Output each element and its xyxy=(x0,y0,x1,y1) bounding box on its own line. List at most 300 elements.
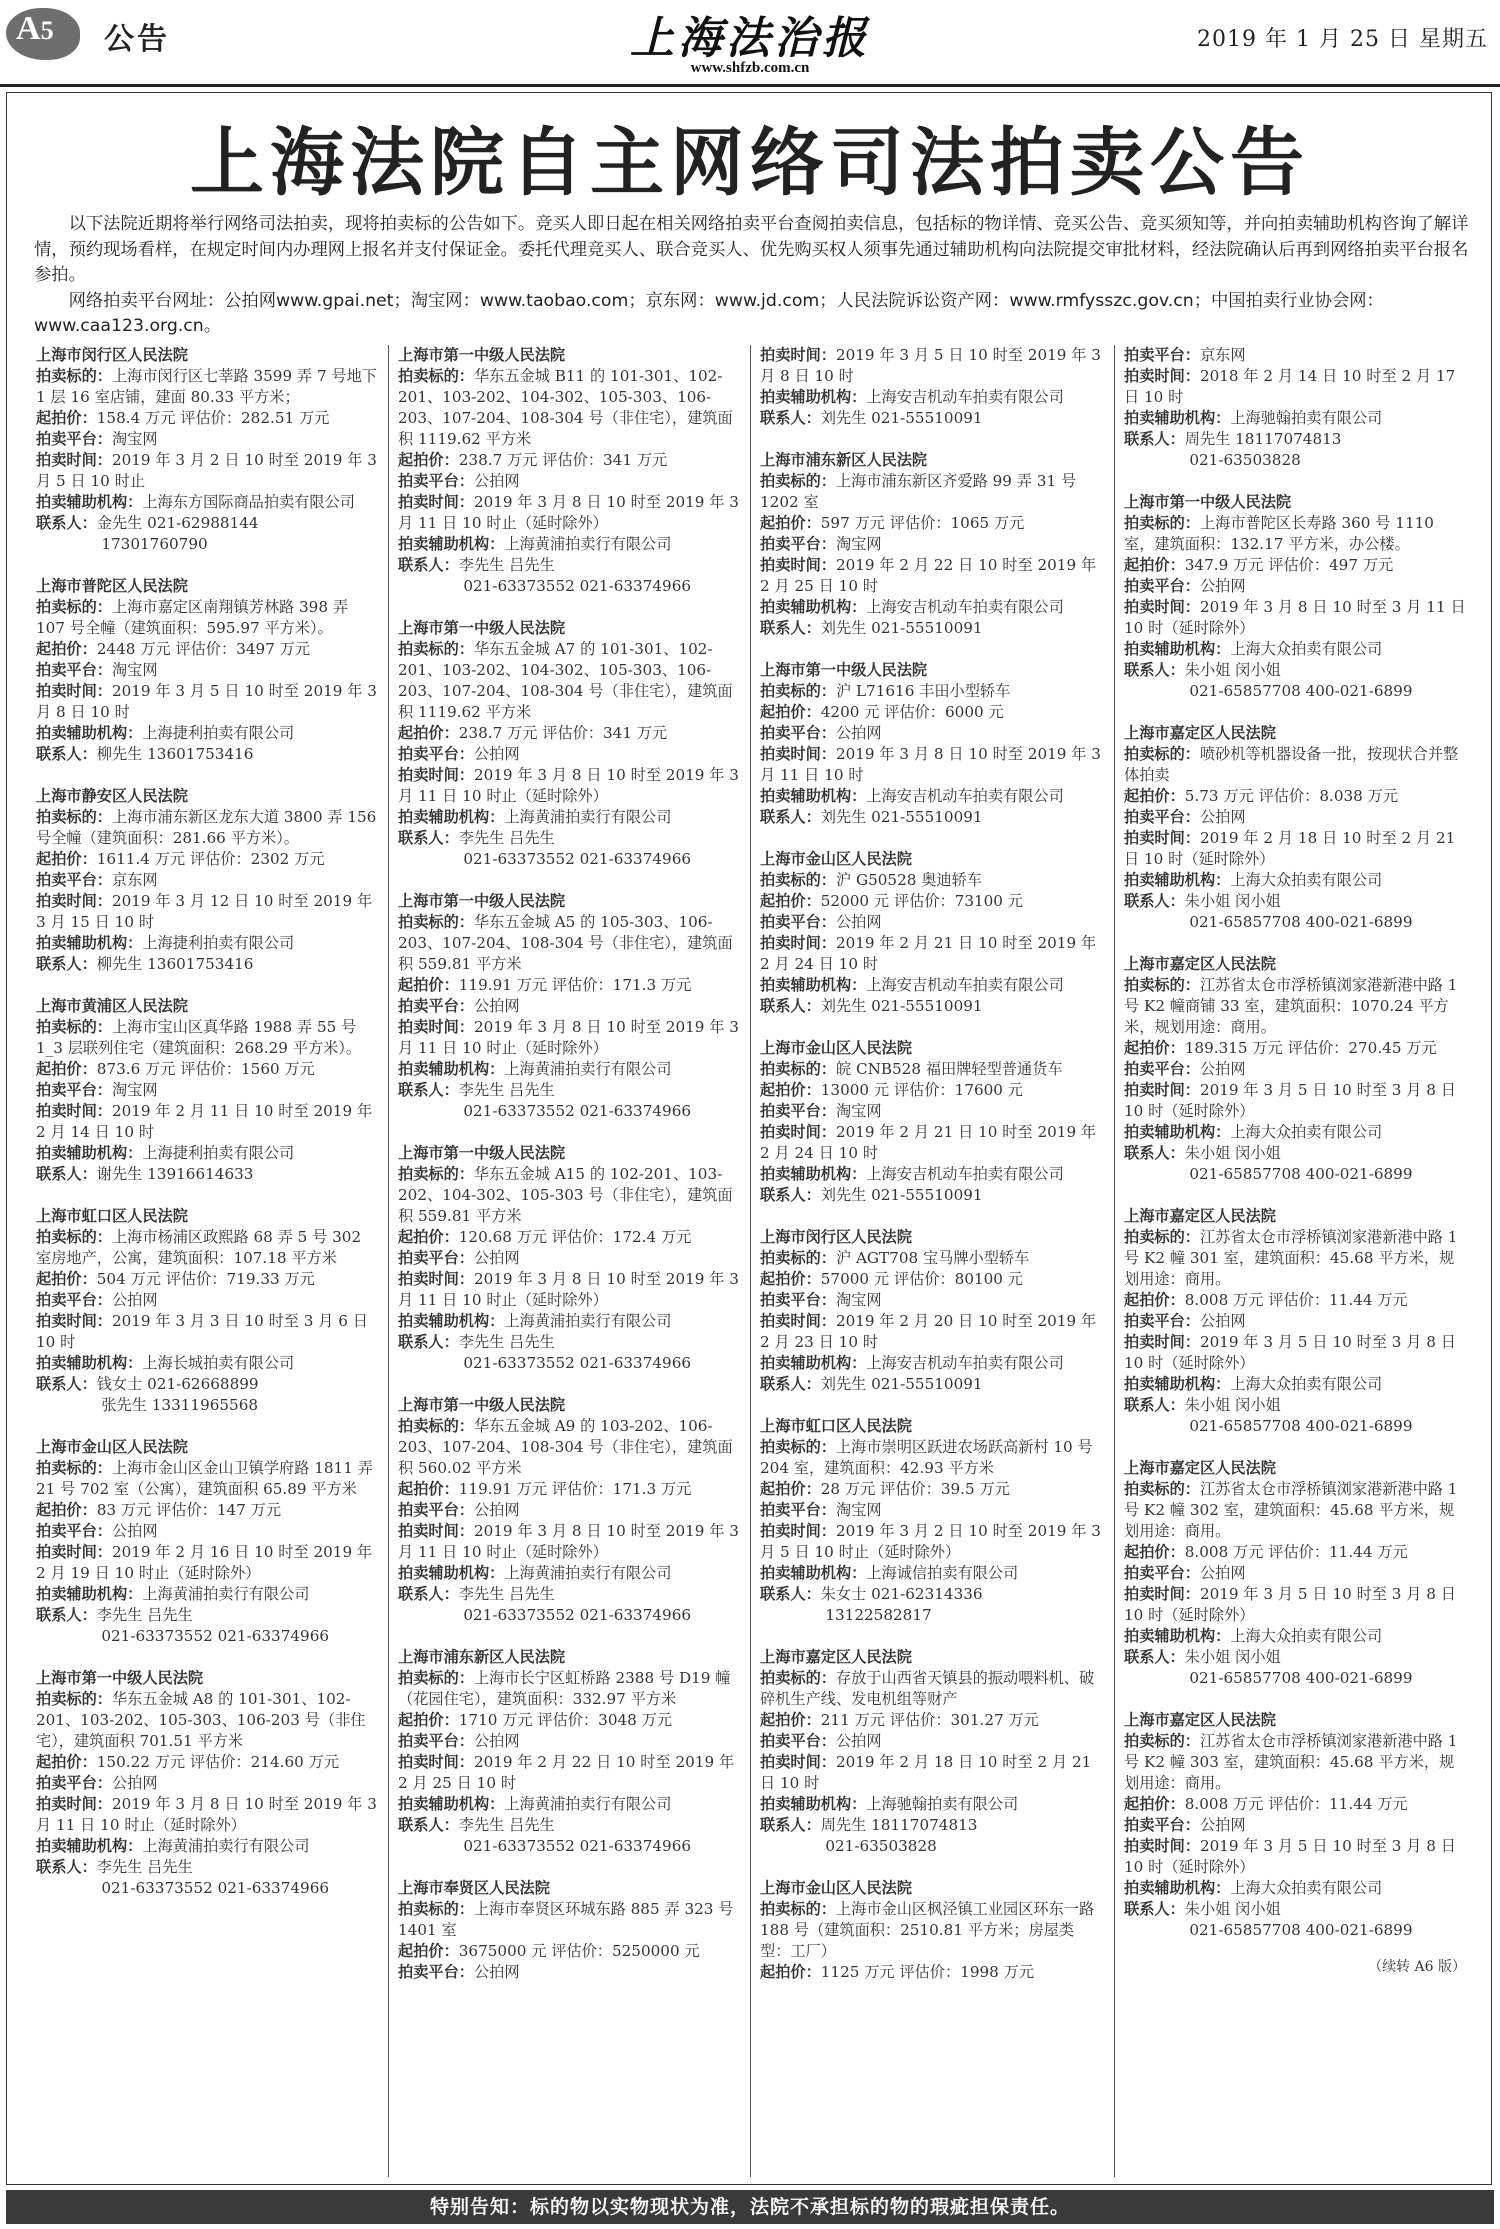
court-name: 上海市嘉定区人民法院 xyxy=(1124,955,1276,973)
field-label: 拍卖辅助机构： xyxy=(36,1354,143,1372)
field-value: 119.91 万元 评估价：171.3 万元 xyxy=(458,976,692,994)
field-label: 拍卖标的： xyxy=(1124,745,1200,763)
field-label: 起拍价： xyxy=(760,1963,821,1981)
field-label: 拍卖辅助机构： xyxy=(1124,1123,1231,1141)
notice-field xyxy=(1124,1794,1466,1815)
intro-paragraph: 以下法院近期将举行网络司法拍卖，现将拍卖标的公告如下。竞买人即日起在相关网络拍卖平台查阅拍卖信息，包括标的物详情、竞买公告、竞买须知等，并向拍卖辅助机构咨询了解详情，预约现场看样，在规定时间内办理网上报名并支付保证金。委托代理竞买人、联合竞买人、优先购买权人须事先通过辅助机构向法院提交审批材料，经法院确认后再到网络拍卖平台报名参拍。 xyxy=(34,214,1469,285)
field-label: 拍卖辅助机构： xyxy=(760,1165,867,1183)
field-value: 公拍网 xyxy=(1199,1060,1246,1078)
field-value: 021-65857708 400-021-6899 xyxy=(1189,1921,1413,1939)
field-value: 江苏省太仓市浮桥镇浏家港新港中路 1 号 K2 幢 301 室，建筑面积：45.68 平方米，规划用途：商用。 xyxy=(1124,1228,1458,1288)
court-name: 上海市第一中级人民法院 xyxy=(398,346,566,364)
notice-field xyxy=(1124,891,1466,912)
notice-field xyxy=(398,1248,740,1269)
field-label: 拍卖辅助机构： xyxy=(398,1312,505,1330)
field-label: 拍卖平台： xyxy=(36,661,112,679)
notice-field xyxy=(36,849,378,870)
field-value: 沪 L71616 丰田小型轿车 xyxy=(835,682,1011,700)
field-value: 上海安吉机动车拍卖有限公司 xyxy=(866,598,1064,616)
field-label: 联系人： xyxy=(36,1375,97,1393)
notice-field xyxy=(1124,1542,1466,1563)
notice-field xyxy=(398,555,740,576)
field-label: 拍卖平台： xyxy=(398,745,474,763)
field-label: 拍卖辅助机构： xyxy=(760,976,867,994)
notice-field xyxy=(398,828,740,849)
column-divider xyxy=(750,345,751,2177)
field-label: 拍卖平台： xyxy=(36,1522,112,1540)
field-value: 873.6 万元 评估价：1560 万元 xyxy=(96,1060,315,1078)
field-value: 238.7 万元 评估价：341 万元 xyxy=(458,451,668,469)
field-value: 2019 年 2 月 18 日 10 时至 2 月 21 日 10 时（延时除外） xyxy=(1124,829,1456,868)
field-value: 上海市金山区金山卫镇学府路 1811 弄 21 号 702 室（公寓），建筑面积 65.89 平方米 xyxy=(36,1459,373,1498)
field-value: 120.68 万元 评估价：172.4 万元 xyxy=(458,1228,692,1246)
notice-field xyxy=(36,744,378,765)
field-value: 公拍网 xyxy=(473,1501,520,1519)
field-label: 拍卖平台： xyxy=(398,1249,474,1267)
field-label: 起拍价： xyxy=(760,1480,821,1498)
field-value: 2019 年 3 月 5 日 10 时至 3 月 8 日 10 时（延时除外） xyxy=(1124,1333,1456,1372)
field-label: 联系人： xyxy=(760,808,821,826)
notice-field xyxy=(1124,1395,1466,1416)
notice-field xyxy=(36,1626,378,1647)
field-value: 上海安吉机动车拍卖有限公司 xyxy=(866,787,1064,805)
notice-field xyxy=(398,1899,740,1941)
auction-notice xyxy=(1124,954,1466,1185)
field-value: 沪 G50528 奥迪轿车 xyxy=(835,871,982,889)
field-value: 13122582817 xyxy=(825,1606,932,1624)
field-label: 起拍价： xyxy=(36,850,97,868)
field-label: 拍卖辅助机构： xyxy=(760,1795,867,1813)
field-label: 拍卖平台： xyxy=(760,1732,836,1750)
notice-field xyxy=(398,996,740,1017)
notice-field xyxy=(36,1311,378,1353)
notice-field xyxy=(398,471,740,492)
field-value: 上海安吉机动车拍卖有限公司 xyxy=(866,976,1064,994)
field-label: 联系人： xyxy=(398,1333,459,1351)
court-name: 上海市虹口区人民法院 xyxy=(760,1417,912,1435)
notice-field xyxy=(36,870,378,891)
field-label: 起拍价： xyxy=(36,409,97,427)
notice-field xyxy=(36,1542,378,1584)
field-value: 李先生 吕先生 xyxy=(458,1816,555,1834)
field-value: 119.91 万元 评估价：171.3 万元 xyxy=(458,1480,692,1498)
notice-field xyxy=(1124,975,1466,1038)
field-value: 2019 年 3 月 5 日 10 时至 3 月 8 日 10 时（延时除外） xyxy=(1124,1837,1456,1876)
field-label: 拍卖标的： xyxy=(36,808,112,826)
page-number xyxy=(16,10,54,48)
header-rule xyxy=(0,84,1500,87)
field-label: 拍卖平台： xyxy=(398,1963,474,1981)
field-value: 上海捷利拍卖有限公司 xyxy=(142,724,295,742)
field-value: 淘宝网 xyxy=(111,1081,158,1099)
notice-field xyxy=(398,1668,740,1710)
field-label: 起拍价： xyxy=(760,514,821,532)
issue-date: 2019 年 1 月 25 日 星期五 xyxy=(1197,27,1488,52)
notice-field xyxy=(1124,681,1466,702)
field-value: 周先生 18117074813 xyxy=(820,1816,978,1834)
field-value: 上海驰翰拍卖有限公司 xyxy=(1230,409,1383,427)
masthead-logo: 上海法治报 xyxy=(630,13,870,64)
field-label: 起拍价： xyxy=(36,1060,97,1078)
auction-notice xyxy=(760,450,1102,639)
field-value: 021-65857708 400-021-6899 xyxy=(1189,1669,1413,1687)
notice-field xyxy=(1124,366,1466,408)
field-label: 拍卖时间： xyxy=(760,556,836,574)
field-value: 公拍网 xyxy=(473,1249,520,1267)
field-value: 上海市普陀区长寿路 360 号 1110 室，建筑面积：132.17 平方米，办公楼。 xyxy=(1124,514,1434,553)
notice-field xyxy=(36,1794,378,1836)
field-value: 公拍网 xyxy=(1199,808,1246,826)
field-value: 淘宝网 xyxy=(835,1501,882,1519)
notice-field xyxy=(1124,786,1466,807)
field-label: 拍卖平台： xyxy=(760,1102,836,1120)
auction-notice xyxy=(36,786,378,975)
field-label: 拍卖平台： xyxy=(36,1774,112,1792)
field-label: 联系人： xyxy=(1124,1396,1185,1414)
field-label: 拍卖辅助机构： xyxy=(36,493,143,511)
notice-field xyxy=(760,870,1102,891)
notice-field xyxy=(398,1710,740,1731)
field-label: 起拍价： xyxy=(1124,1291,1185,1309)
notice-field xyxy=(1124,1836,1466,1878)
field-value: 2019 年 3 月 5 日 10 时至 2019 年 3 月 8 日 10 时 xyxy=(36,682,377,721)
field-value: 2019 年 3 月 8 日 10 时至 2019 年 3 月 11 日 10 时 xyxy=(760,745,1101,784)
notice-field xyxy=(36,1584,378,1605)
field-label: 拍卖辅助机构： xyxy=(1124,409,1231,427)
field-value: 上海市奉贤区环城东路 885 弄 323 号 1401 室 xyxy=(398,1900,734,1939)
notice-field xyxy=(36,1101,378,1143)
field-label: 拍卖辅助机构： xyxy=(398,535,505,553)
field-value: 上海市浦东新区龙东大道 3800 弄 156 号全幢（建筑面积：281.66 平方米）。 xyxy=(36,808,377,847)
field-label: 拍卖标的： xyxy=(398,367,474,385)
field-value: 2019 年 2 月 22 日 10 时至 2019 年 2 月 25 日 10 时 xyxy=(398,1753,735,1792)
field-value: 上海黄浦拍卖行有限公司 xyxy=(504,535,672,553)
field-label: 联系人： xyxy=(760,1186,821,1204)
field-value: 李先生 吕先生 xyxy=(458,829,555,847)
notice-field xyxy=(760,786,1102,807)
field-label: 联系人： xyxy=(1124,892,1185,910)
field-label: 拍卖标的： xyxy=(760,1438,836,1456)
column-2 xyxy=(398,345,740,2177)
field-label: 拍卖标的： xyxy=(36,367,112,385)
auction-notice xyxy=(1124,1458,1466,1689)
notice-field xyxy=(398,1731,740,1752)
field-label: 拍卖标的： xyxy=(398,1900,474,1918)
notice-field xyxy=(1124,639,1466,660)
notice-field xyxy=(1124,1815,1466,1836)
field-value: 上海黄浦拍卖行有限公司 xyxy=(504,1564,672,1582)
field-value: 金先生 021-62988144 xyxy=(96,514,259,532)
field-value: 刘先生 021-55510091 xyxy=(820,1375,983,1393)
field-label: 拍卖标的： xyxy=(760,472,836,490)
notice-field xyxy=(398,1101,740,1122)
field-label: 拍卖辅助机构： xyxy=(1124,871,1231,889)
field-label: 拍卖时间： xyxy=(398,1753,474,1771)
field-value: 刘先生 021-55510091 xyxy=(820,1186,983,1204)
field-value: 上海市金山区枫泾镇工业园区环东一路 188 号（建筑面积：2510.81 平方米；房屋类型：工厂） xyxy=(760,1900,1095,1960)
field-label: 联系人： xyxy=(1124,661,1185,679)
section-name: 公告 xyxy=(104,22,170,57)
field-value: 上海市崇明区跃进农场跃高新村 10 号 204 室，建筑面积：42.93 平方米 xyxy=(760,1438,1093,1477)
notice-field xyxy=(760,807,1102,828)
field-value: 京东网 xyxy=(1199,346,1246,364)
notice-field xyxy=(36,954,378,975)
field-label: 拍卖时间： xyxy=(760,1312,836,1330)
field-label: 起拍价： xyxy=(36,640,97,658)
field-value: 公拍网 xyxy=(835,1732,882,1750)
notice-field xyxy=(1124,660,1466,681)
field-label: 拍卖辅助机构： xyxy=(398,1795,505,1813)
field-label: 拍卖标的： xyxy=(1124,514,1200,532)
notice-field xyxy=(398,1752,740,1794)
auction-notice xyxy=(398,1647,740,1857)
notice-field xyxy=(760,1101,1102,1122)
notice-field xyxy=(760,1605,1102,1626)
field-label: 联系人： xyxy=(36,1606,97,1624)
notice-field xyxy=(36,408,378,429)
notice-field xyxy=(398,765,740,807)
field-label: 拍卖平台： xyxy=(398,1732,474,1750)
field-label: 起拍价： xyxy=(1124,556,1185,574)
field-label: 拍卖平台： xyxy=(398,997,474,1015)
field-label: 拍卖辅助机构： xyxy=(760,388,867,406)
field-value: 021-65857708 400-021-6899 xyxy=(1189,682,1413,700)
field-label: 拍卖平台： xyxy=(760,913,836,931)
court-name: 上海市第一中级人民法院 xyxy=(398,1144,566,1162)
notice-field xyxy=(36,681,378,723)
field-label: 起拍价： xyxy=(760,1270,821,1288)
court-name: 上海市嘉定区人民法院 xyxy=(1124,1711,1276,1729)
page-num: 5 xyxy=(40,16,54,45)
field-value: 2019 年 2 月 18 日 10 时至 2 月 21 日 10 时 xyxy=(760,1753,1092,1792)
notice-field xyxy=(1124,1038,1466,1059)
field-label: 拍卖辅助机构： xyxy=(1124,1879,1231,1897)
field-value: 2019 年 3 月 8 日 10 时至 2019 年 3 月 11 日 10 时止（延时除外） xyxy=(398,1522,739,1561)
notice-field xyxy=(1124,555,1466,576)
field-value: 021-63373552 021-63374966 xyxy=(463,577,692,595)
field-label: 联系人： xyxy=(36,1858,97,1876)
field-label: 拍卖时间： xyxy=(760,1753,836,1771)
field-value: 周先生 18117074813 xyxy=(1184,430,1342,448)
notice-field xyxy=(398,1605,740,1626)
field-value: 2019 年 2 月 21 日 10 时至 2019 年 2 月 24 日 10 时 xyxy=(760,934,1097,973)
notice-field xyxy=(398,576,740,597)
page-header xyxy=(0,0,1500,88)
court-name: 上海市普陀区人民法院 xyxy=(36,577,188,595)
field-value: 朱小姐 闵小姐 xyxy=(1184,1648,1281,1666)
notice-field xyxy=(1124,429,1466,450)
field-value: 021-65857708 400-021-6899 xyxy=(1189,1165,1413,1183)
notice-field xyxy=(36,492,378,513)
notice-field xyxy=(36,807,378,849)
field-value: 朱小姐 闵小姐 xyxy=(1184,661,1281,679)
field-value: 刘先生 021-55510091 xyxy=(820,997,983,1015)
field-value: 2019 年 3 月 8 日 10 时至 2019 年 3 月 11 日 10 时止（延时除外） xyxy=(398,1270,739,1309)
auction-notice xyxy=(760,1038,1102,1206)
notice-field xyxy=(1124,870,1466,891)
notice-field xyxy=(1124,828,1466,870)
notice-field xyxy=(398,1164,740,1227)
field-value: 华东五金城 A9 的 103-202、106-203、107-204、108-304 号（非住宅），建筑面积 560.02 平方米 xyxy=(398,1417,733,1477)
field-value: 上海市嘉定区南翔镇芳林路 398 弄 107 号全幢（建筑面积：595.97 平方米）。 xyxy=(36,598,349,637)
notice-field xyxy=(1124,1647,1466,1668)
notice-field xyxy=(36,1773,378,1794)
field-value: 朱小姐 闵小姐 xyxy=(1184,1900,1281,1918)
notice-field xyxy=(398,492,740,534)
field-value: 2018 年 2 月 14 日 10 时至 2 月 17 日 10 时 xyxy=(1124,367,1456,406)
field-value: 沪 AGT708 宝马牌小型轿车 xyxy=(835,1249,1030,1267)
notice-field xyxy=(1124,1479,1466,1542)
field-value: 公拍网 xyxy=(1199,1564,1246,1582)
field-value: 华东五金城 A7 的 101-301、102-201、103-202、104-302、105-303、106-203、107-204、108-304 号（非住宅），建筑面积 1119.62 平方米 xyxy=(398,640,733,721)
field-value: 2019 年 2 月 20 日 10 时至 2019 年 2 月 23 日 10 时 xyxy=(760,1312,1097,1351)
notice-field xyxy=(760,1122,1102,1164)
field-label: 联系人： xyxy=(1124,1900,1185,1918)
field-label: 拍卖平台： xyxy=(1124,1816,1200,1834)
notice-field xyxy=(398,1521,740,1563)
notice-field xyxy=(1124,1080,1466,1122)
field-label: 拍卖平台： xyxy=(398,472,474,490)
field-label: 拍卖时间： xyxy=(1124,367,1200,385)
field-value: 华东五金城 A5 的 105-303、106-203、107-204、108-304 号（非住宅），建筑面积 559.81 平方米 xyxy=(398,913,733,973)
field-label: 拍卖辅助机构： xyxy=(36,1837,143,1855)
auction-notice xyxy=(36,1668,378,1899)
field-value: 17301760790 xyxy=(101,535,208,553)
field-value: 238.7 万元 评估价：341 万元 xyxy=(458,724,668,742)
field-value: 2019 年 3 月 12 日 10 时至 2019 年 3 月 15 日 10 时 xyxy=(36,892,373,931)
field-value: 刘先生 021-55510091 xyxy=(820,808,983,826)
notice-field xyxy=(398,1227,740,1248)
notice-field xyxy=(398,639,740,723)
field-value: 021-63373552 021-63374966 xyxy=(463,1837,692,1855)
notice-field xyxy=(36,1269,378,1290)
auction-notice xyxy=(36,345,378,555)
notice-field xyxy=(1124,744,1466,786)
field-value: 上海大众拍卖有限公司 xyxy=(1230,1879,1383,1897)
field-label: 拍卖标的： xyxy=(398,1417,474,1435)
court-name: 上海市虹口区人民法院 xyxy=(36,1207,188,1225)
field-value: 柳先生 13601753416 xyxy=(96,955,254,973)
field-value: 朱小姐 闵小姐 xyxy=(1184,892,1281,910)
notice-field xyxy=(398,1500,740,1521)
field-label: 拍卖平台： xyxy=(36,1291,112,1309)
notice-field xyxy=(398,1794,740,1815)
field-value: 公拍网 xyxy=(111,1291,158,1309)
notice-field xyxy=(36,1500,378,1521)
field-value: 公拍网 xyxy=(835,913,882,931)
field-value: 13000 元 评估价：17600 元 xyxy=(820,1081,1023,1099)
field-value: 上海大众拍卖有限公司 xyxy=(1230,1375,1383,1393)
notice-field xyxy=(398,912,740,975)
auction-notice xyxy=(760,1647,1102,1857)
field-label: 拍卖平台： xyxy=(1124,1312,1200,1330)
notice-field xyxy=(760,1479,1102,1500)
court-name: 上海市闵行区人民法院 xyxy=(760,1228,912,1246)
field-label: 起拍价： xyxy=(398,1942,459,1960)
notice-field xyxy=(760,1353,1102,1374)
notice-field xyxy=(398,366,740,450)
notice-field xyxy=(760,1563,1102,1584)
field-label: 拍卖辅助机构： xyxy=(1124,1627,1231,1645)
field-value: 158.4 万元 评估价：282.51 万元 xyxy=(96,409,330,427)
field-value: 1710 万元 评估价：3048 万元 xyxy=(458,1711,673,1729)
field-label: 拍卖辅助机构： xyxy=(36,724,143,742)
field-label: 拍卖时间： xyxy=(36,1102,112,1120)
field-label: 拍卖辅助机构： xyxy=(398,808,505,826)
auction-notice xyxy=(36,996,378,1185)
field-label: 拍卖标的： xyxy=(36,1228,112,1246)
field-value: 1125 万元 评估价：1998 万元 xyxy=(820,1963,1035,1981)
column-divider xyxy=(388,345,389,2177)
field-label: 起拍价： xyxy=(760,892,821,910)
field-value: 上海大众拍卖有限公司 xyxy=(1230,1123,1383,1141)
notice-field xyxy=(1124,1920,1466,1941)
auction-notice xyxy=(398,345,740,597)
notice-field xyxy=(36,933,378,954)
court-name: 上海市闵行区人民法院 xyxy=(36,346,188,364)
field-label: 拍卖平台： xyxy=(760,724,836,742)
notice-field xyxy=(1124,912,1466,933)
field-label: 拍卖标的： xyxy=(36,1459,112,1477)
field-value: 朱女士 021-62314336 xyxy=(820,1585,983,1603)
court-name: 上海市奉贤区人民法院 xyxy=(398,1879,550,1897)
field-value: 504 万元 评估价：719.33 万元 xyxy=(96,1270,315,1288)
notice-field xyxy=(36,597,378,639)
field-label: 拍卖时间： xyxy=(36,1543,112,1561)
field-value: 021-63373552 021-63374966 xyxy=(463,1354,692,1372)
auction-notice xyxy=(1124,723,1466,933)
notice-field xyxy=(1124,1563,1466,1584)
notice-field xyxy=(398,1416,740,1479)
notice-field xyxy=(760,1731,1102,1752)
notice-field xyxy=(760,1710,1102,1731)
field-value: 2019 年 3 月 8 日 10 时至 2019 年 3 月 11 日 10 时止（延时除外） xyxy=(398,493,739,532)
field-value: 83 万元 评估价：147 万元 xyxy=(96,1501,282,1519)
auction-notice xyxy=(398,891,740,1122)
field-label: 拍卖标的： xyxy=(398,1165,474,1183)
field-value: 华东五金城 B11 的 101-301、102-201、103-202、104-302、105-303、106-203、107-204、108-304 号（非住宅），建筑面积 1119.62 平方米 xyxy=(398,367,733,448)
field-label: 拍卖标的： xyxy=(1124,976,1200,994)
field-value: 021-65857708 400-021-6899 xyxy=(1189,913,1413,931)
notice-field xyxy=(760,1290,1102,1311)
field-value: 公拍网 xyxy=(835,724,882,742)
notice-field xyxy=(398,1962,740,1983)
field-label: 联系人： xyxy=(760,619,821,637)
field-value: 上海黄浦拍卖行有限公司 xyxy=(142,1837,310,1855)
court-name: 上海市嘉定区人民法院 xyxy=(1124,1459,1276,1477)
field-label: 拍卖辅助机构： xyxy=(36,1585,143,1603)
field-value: 上海捷利拍卖有限公司 xyxy=(142,1144,295,1162)
page-title: 上海法院自主网络司法拍卖公告 xyxy=(190,120,1310,206)
notice-field xyxy=(36,450,378,492)
notice-field xyxy=(1124,1332,1466,1374)
field-value: 李先生 吕先生 xyxy=(458,1081,555,1099)
field-label: 联系人： xyxy=(1124,1144,1185,1162)
auction-notice xyxy=(760,1416,1102,1626)
notice-field xyxy=(760,408,1102,429)
field-value: 上海安吉机动车拍卖有限公司 xyxy=(866,1354,1064,1372)
field-value: 2019 年 2 月 16 日 10 时至 2019 年 2 月 19 日 10 时止（延时除外） xyxy=(36,1543,373,1582)
field-label: 拍卖平台： xyxy=(1124,346,1200,364)
auction-notice xyxy=(760,849,1102,1017)
field-label: 联系人： xyxy=(1124,430,1185,448)
field-value: 淘宝网 xyxy=(111,430,158,448)
field-value: 上海黄浦拍卖行有限公司 xyxy=(504,1060,672,1078)
court-name: 上海市嘉定区人民法院 xyxy=(760,1648,912,1666)
field-value: 021-63373552 021-63374966 xyxy=(463,1102,692,1120)
notice-field xyxy=(760,618,1102,639)
field-label: 拍卖时间： xyxy=(1124,1333,1200,1351)
